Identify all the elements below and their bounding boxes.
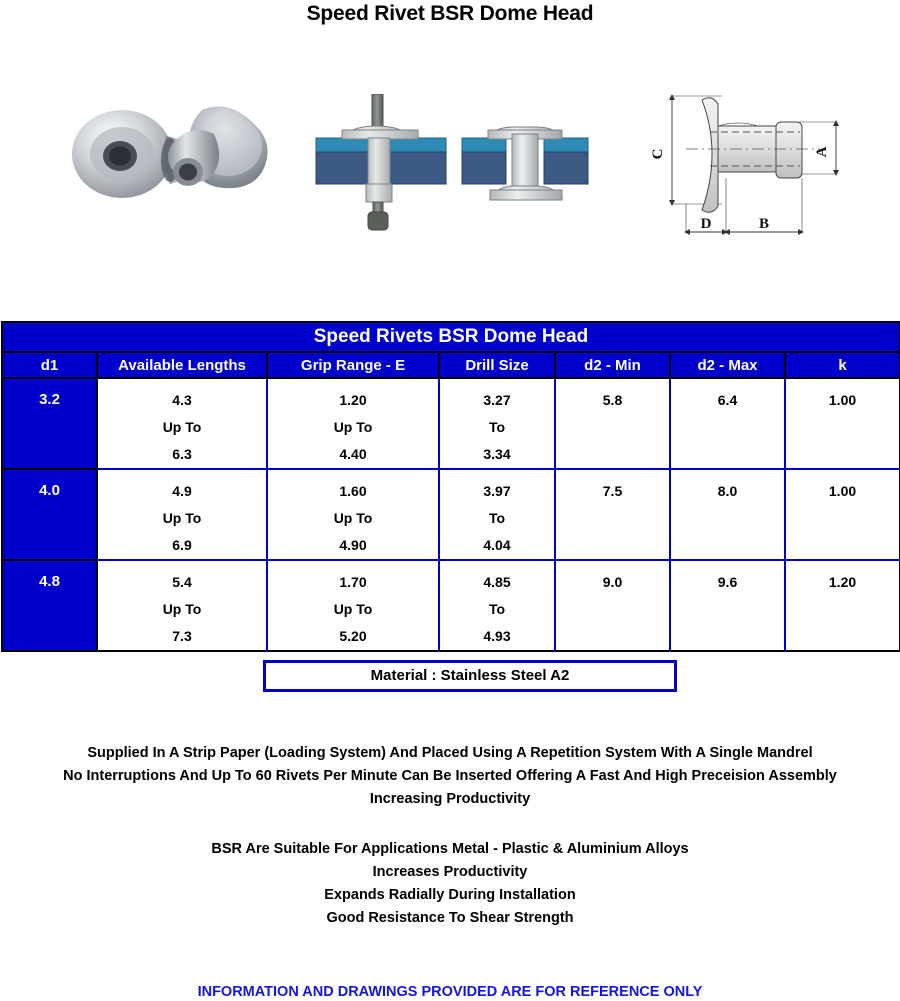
cell-line: 4.3 bbox=[172, 392, 192, 408]
cell-grip-range bbox=[267, 378, 439, 469]
cell-available-lengths bbox=[97, 469, 267, 560]
description-block-2 bbox=[0, 838, 900, 930]
column-header-d2min: d2 - Min bbox=[555, 352, 670, 378]
cell-line: 1.20 bbox=[339, 392, 367, 408]
cell-d2-max bbox=[670, 560, 785, 651]
cell-lines bbox=[98, 561, 266, 650]
table-header-row bbox=[2, 352, 900, 378]
cell-line: 4.85 bbox=[483, 574, 511, 590]
cell-lines bbox=[3, 379, 96, 413]
table-row bbox=[2, 378, 900, 469]
column-header-d2max: d2 - Max bbox=[670, 352, 785, 378]
cell-d2-min bbox=[555, 378, 670, 469]
cell-line: Up To bbox=[162, 419, 202, 435]
cell-drill-size bbox=[439, 378, 555, 469]
cell-lines bbox=[786, 470, 899, 505]
cell-available-lengths bbox=[97, 378, 267, 469]
figure-strip bbox=[0, 72, 900, 252]
cell-line: 4.93 bbox=[483, 628, 511, 644]
cell-line: To bbox=[488, 601, 506, 617]
table-row bbox=[2, 469, 900, 560]
cell-line: 5.8 bbox=[602, 392, 623, 408]
description-line: Increases Productivity bbox=[372, 864, 528, 880]
cell-line: 4.0 bbox=[39, 482, 60, 499]
cell-line: To bbox=[488, 510, 506, 526]
cell-line: Up To bbox=[162, 510, 202, 526]
cell-lines bbox=[268, 561, 438, 650]
cell-line: 4.9 bbox=[172, 483, 192, 499]
cell-line: 4.40 bbox=[339, 446, 367, 462]
cell-line: 9.0 bbox=[602, 574, 623, 590]
cross-section-after-installation bbox=[460, 94, 590, 234]
spec-table-container bbox=[1, 321, 899, 652]
cell-lines bbox=[98, 379, 266, 468]
cell-line: 3.27 bbox=[483, 392, 511, 408]
cell-line: 5.4 bbox=[172, 574, 192, 590]
cell-lines bbox=[671, 561, 784, 596]
cell-line: Up To bbox=[333, 601, 373, 617]
cell-line: 1.70 bbox=[339, 574, 367, 590]
cell-line: 1.20 bbox=[828, 574, 857, 590]
cell-line: 7.3 bbox=[172, 628, 192, 644]
dimension-drawing bbox=[640, 82, 855, 247]
cell-line: 5.20 bbox=[339, 628, 367, 644]
dimension-label-a: A bbox=[814, 146, 830, 158]
reference-only-disclaimer: INFORMATION AND DRAWINGS PROVIDED ARE FOR REFERENCE ONLY bbox=[197, 984, 703, 1000]
cell-lines bbox=[786, 561, 899, 596]
cell-line: 1.00 bbox=[828, 483, 857, 499]
cell-lines bbox=[268, 379, 438, 468]
cell-line: 9.6 bbox=[717, 574, 738, 590]
cell-grip-range bbox=[267, 469, 439, 560]
cell-lines bbox=[786, 379, 899, 414]
description-line: Good Resistance To Shear Strength bbox=[326, 910, 574, 926]
cell-lines bbox=[671, 470, 784, 505]
table-row bbox=[2, 560, 900, 651]
cell-lines bbox=[3, 561, 96, 595]
cell-line: 3.34 bbox=[483, 446, 511, 462]
column-header-lengths: Available Lengths bbox=[97, 352, 267, 378]
column-header-d1: d1 bbox=[2, 352, 97, 378]
cell-lines bbox=[671, 379, 784, 414]
column-header-drill: Drill Size bbox=[439, 352, 555, 378]
column-header-grip: Grip Range - E bbox=[267, 352, 439, 378]
cross-section-before-installation bbox=[312, 94, 452, 234]
cell-line: 6.4 bbox=[717, 392, 738, 408]
description-line: Supplied In A Strip Paper (Loading System) And Placed Using A Repetition System With A Single Mandrel bbox=[87, 745, 813, 761]
cell-d2-max bbox=[670, 378, 785, 469]
cell-line: 4.90 bbox=[339, 537, 367, 553]
cell-line: 3.2 bbox=[39, 391, 60, 408]
cell-lines bbox=[556, 561, 669, 596]
cell-lines bbox=[440, 561, 554, 650]
cell-line: 4.8 bbox=[39, 573, 60, 590]
cell-drill-size bbox=[439, 560, 555, 651]
spec-table bbox=[1, 321, 900, 652]
cell-lines bbox=[556, 470, 669, 505]
table-title: Speed Rivets BSR Dome Head bbox=[2, 322, 900, 352]
page-title: Speed Rivet BSR Dome Head bbox=[306, 2, 594, 25]
cell-line: 1.60 bbox=[339, 483, 367, 499]
cell-k bbox=[785, 560, 900, 651]
description-line: No Interruptions And Up To 60 Rivets Per Minute Can Be Inserted Offering A Fast And High Preceision Assembly bbox=[63, 768, 837, 784]
cell-line: Up To bbox=[333, 510, 373, 526]
cell-lines bbox=[556, 379, 669, 414]
cell-line: Up To bbox=[333, 419, 373, 435]
cell-d1 bbox=[2, 378, 97, 469]
cell-d2-min bbox=[555, 560, 670, 651]
cell-line: Up To bbox=[162, 601, 202, 617]
cell-d2-min bbox=[555, 469, 670, 560]
description-line: Expands Radially During Installation bbox=[324, 887, 576, 903]
cell-lines bbox=[268, 470, 438, 559]
dimension-label-c: C bbox=[650, 148, 666, 160]
cell-d1 bbox=[2, 469, 97, 560]
cell-line: 4.04 bbox=[483, 537, 511, 553]
rivet-photo bbox=[62, 92, 282, 222]
cell-line: 7.5 bbox=[602, 483, 623, 499]
cell-line: To bbox=[488, 419, 506, 435]
cell-lines bbox=[440, 379, 554, 468]
cell-d2-max bbox=[670, 469, 785, 560]
cell-lines bbox=[98, 470, 266, 559]
description-line: Increasing Productivity bbox=[369, 791, 531, 807]
cell-line: 6.3 bbox=[172, 446, 192, 462]
cell-k bbox=[785, 469, 900, 560]
cell-line: 6.9 bbox=[172, 537, 192, 553]
cell-drill-size bbox=[439, 469, 555, 560]
cell-grip-range bbox=[267, 560, 439, 651]
cell-lines bbox=[440, 470, 554, 559]
cell-k bbox=[785, 378, 900, 469]
cell-lines bbox=[3, 470, 96, 504]
description-block-1 bbox=[0, 742, 900, 811]
cell-available-lengths bbox=[97, 560, 267, 651]
description-line: BSR Are Suitable For Applications Metal - Plastic & Aluminium Alloys bbox=[211, 841, 689, 857]
column-header-k: k bbox=[785, 352, 900, 378]
dimension-label-b: B bbox=[758, 216, 770, 232]
cell-d1 bbox=[2, 560, 97, 651]
cell-line: 1.00 bbox=[828, 392, 857, 408]
cell-line: 3.97 bbox=[483, 483, 511, 499]
cell-line: 8.0 bbox=[717, 483, 738, 499]
material-box: Material : Stainless Steel A2 bbox=[263, 660, 677, 692]
dimension-label-d: D bbox=[700, 216, 712, 232]
